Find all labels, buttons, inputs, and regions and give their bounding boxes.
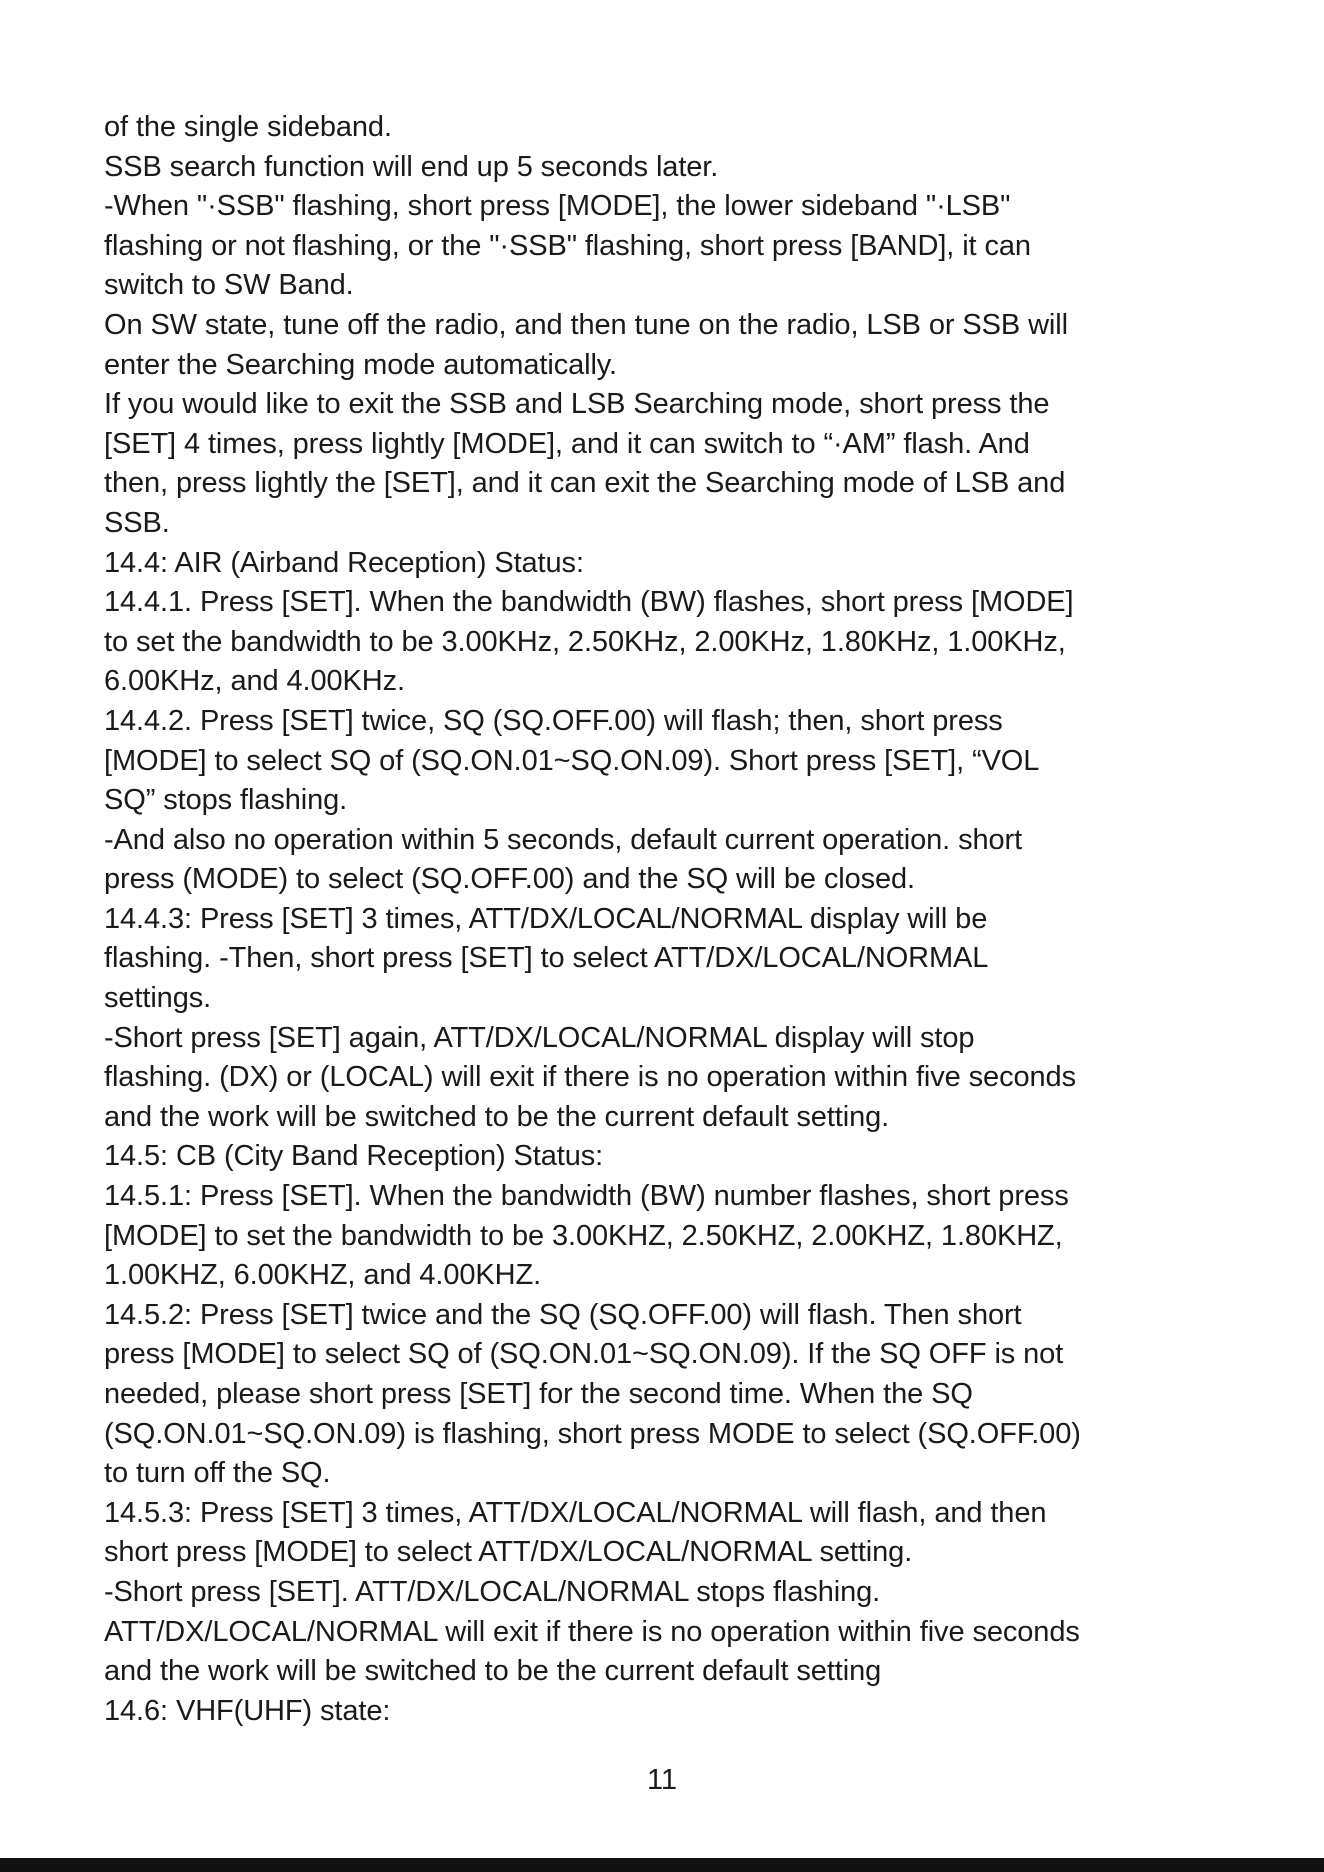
text-line: 6.00KHz, and 4.00KHz.: [104, 665, 405, 698]
text-line: 14.5.1: Press [SET]. When the bandwidth (BW) number flashes, short press: [104, 1180, 1069, 1213]
text-line: [MODE] to select SQ of (SQ.ON.01~SQ.ON.09). Short press [SET], “VOL: [104, 744, 1040, 777]
text-line: 1.00KHZ, 6.00KHZ, and 4.00KHZ.: [104, 1259, 542, 1292]
body-text: [104, 108, 1244, 1731]
section-heading: 14.4: AIR (Airband Reception) Status:: [104, 546, 584, 579]
text-line: and the work will be switched to be the current default setting: [104, 1655, 882, 1688]
text-line: SSB.: [104, 506, 170, 539]
text-line: then, press lightly the [SET], and it can exit the Searching mode of LSB and: [104, 467, 1066, 500]
text-line: flashing. -Then, short press [SET] to select ATT/DX/LOCAL/NORMAL: [104, 942, 989, 975]
text-line: 14.5.2: Press [SET] twice and the SQ (SQ.OFF.00) will flash. Then short: [104, 1298, 1022, 1331]
section-heading: 14.5: CB (City Band Reception) Status:: [104, 1140, 604, 1173]
text-line: -Short press [SET]. ATT/DX/LOCAL/NORMAL stops flashing.: [104, 1575, 881, 1608]
text-line: press (MODE) to select (SQ.OFF.00) and the SQ will be closed.: [104, 863, 916, 896]
text-line: 14.4.3: Press [SET] 3 times, ATT/DX/LOCAL/NORMAL display will be: [104, 902, 988, 935]
text-line: enter the Searching mode automatically.: [104, 348, 618, 381]
text-line: 14.5.3: Press [SET] 3 times, ATT/DX/LOCAL/NORMAL will flash, and then: [104, 1496, 1047, 1529]
page-number: 11: [646, 1764, 678, 1796]
text-line: 14.4.1. Press [SET]. When the bandwidth (BW) flashes, short press [MODE]: [104, 586, 1074, 619]
text-line: -Short press [SET] again, ATT/DX/LOCAL/NORMAL display will stop: [104, 1021, 975, 1054]
text-line: -When "·SSB" flashing, short press [MODE], the lower sideband "·LSB": [104, 190, 1011, 223]
text-line: switch to SW Band.: [104, 269, 354, 302]
text-line: ATT/DX/LOCAL/NORMAL will exit if there is no operation within five seconds: [104, 1615, 1080, 1648]
text-line: SQ” stops flashing.: [104, 784, 348, 817]
text-line: needed, please short press [SET] for the second time. When the SQ: [104, 1378, 973, 1410]
text-line: press [MODE] to select SQ of (SQ.ON.01~SQ.ON.09). If the SQ OFF is not: [104, 1338, 1064, 1371]
text-line: to set the bandwidth to be 3.00KHz, 2.50KHz, 2.00KHz, 1.80KHz, 1.00KHz,: [104, 625, 1066, 658]
text-line: SSB search function will end up 5 seconds later.: [104, 150, 719, 183]
text-line: flashing. (DX) or (LOCAL) will exit if there is no operation within five seconds: [104, 1061, 1076, 1094]
section-heading: 14.6: VHF(UHF) state:: [104, 1694, 391, 1727]
text-line: to turn off the SQ.: [104, 1457, 331, 1490]
text-line: flashing or not flashing, or the "·SSB" flashing, short press [BAND], it can: [104, 229, 1031, 262]
text-line: -And also no operation within 5 seconds, default current operation. short: [104, 823, 1023, 856]
text-line: On SW state, tune off the radio, and then tune on the radio, LSB or SSB will: [104, 308, 1068, 341]
text-line: and the work will be switched to be the current default setting.: [104, 1100, 890, 1133]
text-line: short press [MODE] to select ATT/DX/LOCAL/NORMAL setting.: [104, 1536, 913, 1569]
text-line: [SET] 4 times, press lightly [MODE], and it can switch to “·AM” flash. And: [104, 427, 1030, 460]
bottom-border: [0, 1858, 1324, 1872]
text-line: (SQ.ON.01~SQ.ON.09) is flashing, short press MODE to select (SQ.OFF.00): [104, 1417, 1081, 1450]
text-line: settings.: [104, 982, 212, 1015]
text-line: 14.4.2. Press [SET] twice, SQ (SQ.OFF.00) will flash; then, short press: [104, 704, 1003, 737]
text-line: [MODE] to set the bandwidth to be 3.00KHZ, 2.50KHZ, 2.00KHZ, 1.80KHZ,: [104, 1219, 1063, 1252]
text-line: If you would like to exit the SSB and LSB Searching mode, short press the: [104, 388, 1050, 421]
text-line: of the single sideband.: [104, 111, 392, 143]
